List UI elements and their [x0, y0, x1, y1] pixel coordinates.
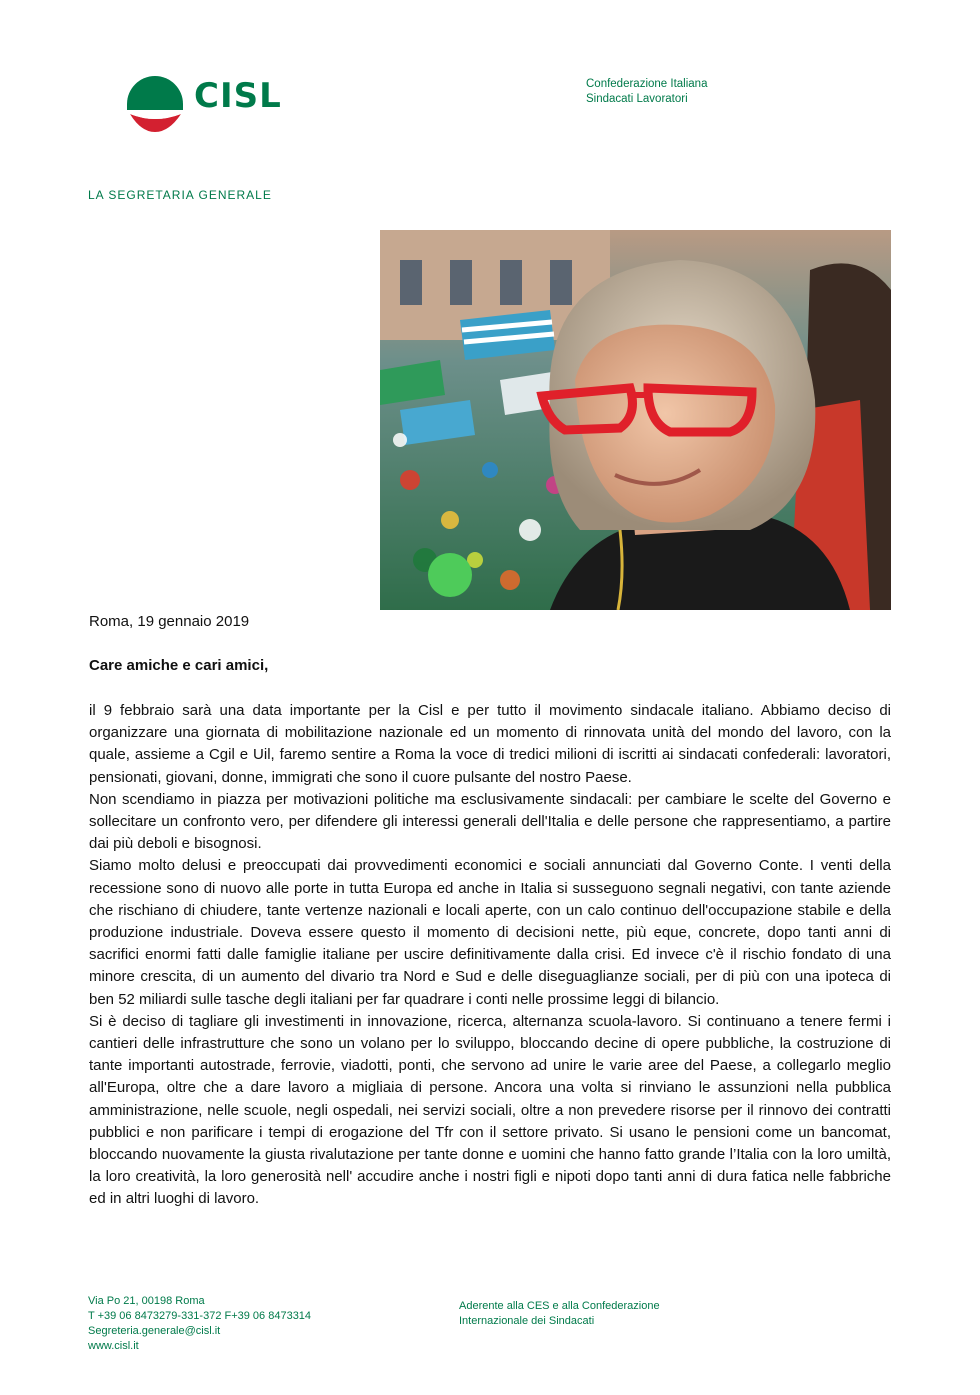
- cisl-logo: [124, 74, 299, 138]
- affiliation-line-1: Aderente alla CES e alla Confederazione: [459, 1300, 660, 1312]
- footer-email[interactable]: Segreteria.generale@cisl.it: [88, 1325, 221, 1337]
- letter-body: [89, 700, 891, 1211]
- footer-website[interactable]: www.cisl.it: [88, 1340, 139, 1352]
- affiliation-line-2: Internazionale dei Sindacati: [459, 1315, 595, 1327]
- footer-phone: T +39 06 8473279-331-372 F+39 06 8473314: [88, 1310, 312, 1322]
- logo-wordmark: CISL: [194, 76, 282, 116]
- cisl-logo-mark-icon: [124, 74, 186, 136]
- org-line-1: Confederazione Italiana: [586, 78, 708, 90]
- footer-contact: [88, 1294, 311, 1354]
- footer-address: Via Po 21, 00198 Roma: [88, 1295, 205, 1307]
- org-line-2: Sindacati Lavoratori: [586, 93, 688, 105]
- department-heading: LA SEGRETARIA GENERALE: [88, 188, 272, 202]
- organization-name: [586, 77, 707, 107]
- letter-paragraph: Non scendiamo in piazza per motivazioni politiche ma esclusivamente sindacali: per cambiare le scelte del Governo e sollecitare un confronto vero, per difendere gli interessi generali dell'Italia e delle persone che rappresentiamo, a partire dai più deboli e bisognosi.: [89, 790, 891, 853]
- letter-paragraph: Siamo molto delusi e preoccupati dai provvedimenti economici e sociali annunciati dal Governo Conte. I venti della recessione sono di nuovo alle porte in tutta Europa ed anche in Italia si susseguono segnali negativi, con tante aziende che rischiano di chiudere, tante vertenze nazionali e locali aperte, con un calo continuo dell'occupazione stabile e della produzione industriale. Doveva essere questo il momento di decisioni nette, più eque, concrete, dopo tanti anni di sacrifici enormi fatti dalle famiglie italiane per uscire definitivamente dalla crisi. Ed invece c'è il rischio fondato di una minore crescita, di un aumento del divario tra Nord e Sud e delle diseguaglianze sociali, per di più con una ipoteca di ben 52 miliardi sulle tasche degli italiani per far quadrare i conti nelle prossime leggi di bilancio.: [89, 857, 891, 1008]
- letter-paragraph: Si è deciso di tagliare gli investimenti in innovazione, ricerca, alternanza scuola-lavoro. Si continuano a tenere fermi i cantieri delle infrastrutture che sono un volano per lo sviluppo, bloccando decine di opere pubbliche, la costruzione di tante importanti autostrade, ferrovie, viadotti, ponti, che servono ad unire le varie aree del Paese, a collegarlo meglio all'Europa, oltre che a dare lavoro a migliaia di persone. Ancora una volta si rinviano le assunzioni nella pubblica amministrazione, nelle scuole, negli ospedali, nei servizi sociali, oltre a non prevedere risorse per il rinnovo dei contratti pubblici e non parificare i tempi di erogazione del Tfr con il settore privato. Si usano le pensioni come un bancomat, bloccando nuovamente la giusta rivalutazione per tante donne e uomini che hanno fatto grande l’Italia con la loro umiltà, la loro creatività, la loro generosità nell' accudire anche i nostri figli e nipoti dopo tanti anni di dura fatica nelle fabbriche ed in altri luoghi di lavoro.: [89, 1012, 891, 1208]
- letter-date: Roma, 19 gennaio 2019: [89, 613, 250, 630]
- letter-paragraph: il 9 febbraio sarà una data importante per la Cisl e per tutto il movimento sindacale italiano. Abbiamo deciso di organizzare una giornata di mobilitazione nazionale ed un momento di rinnovata unità del mondo del lavoro, con la quale, assieme a Cgil e Uil, faremo sentire a Roma la voce di tredici milioni di iscritti ai sindacati confederali: lavoratori, pensionati, giovani, donne, immigrati che sono il cuore pulsante del nostro Paese.: [89, 702, 891, 786]
- portrait-photo: [380, 230, 891, 610]
- footer-affiliation: [459, 1299, 660, 1329]
- letter-salutation: Care amiche e cari amici,: [89, 657, 269, 674]
- portrait-photo-illustration: [380, 230, 891, 610]
